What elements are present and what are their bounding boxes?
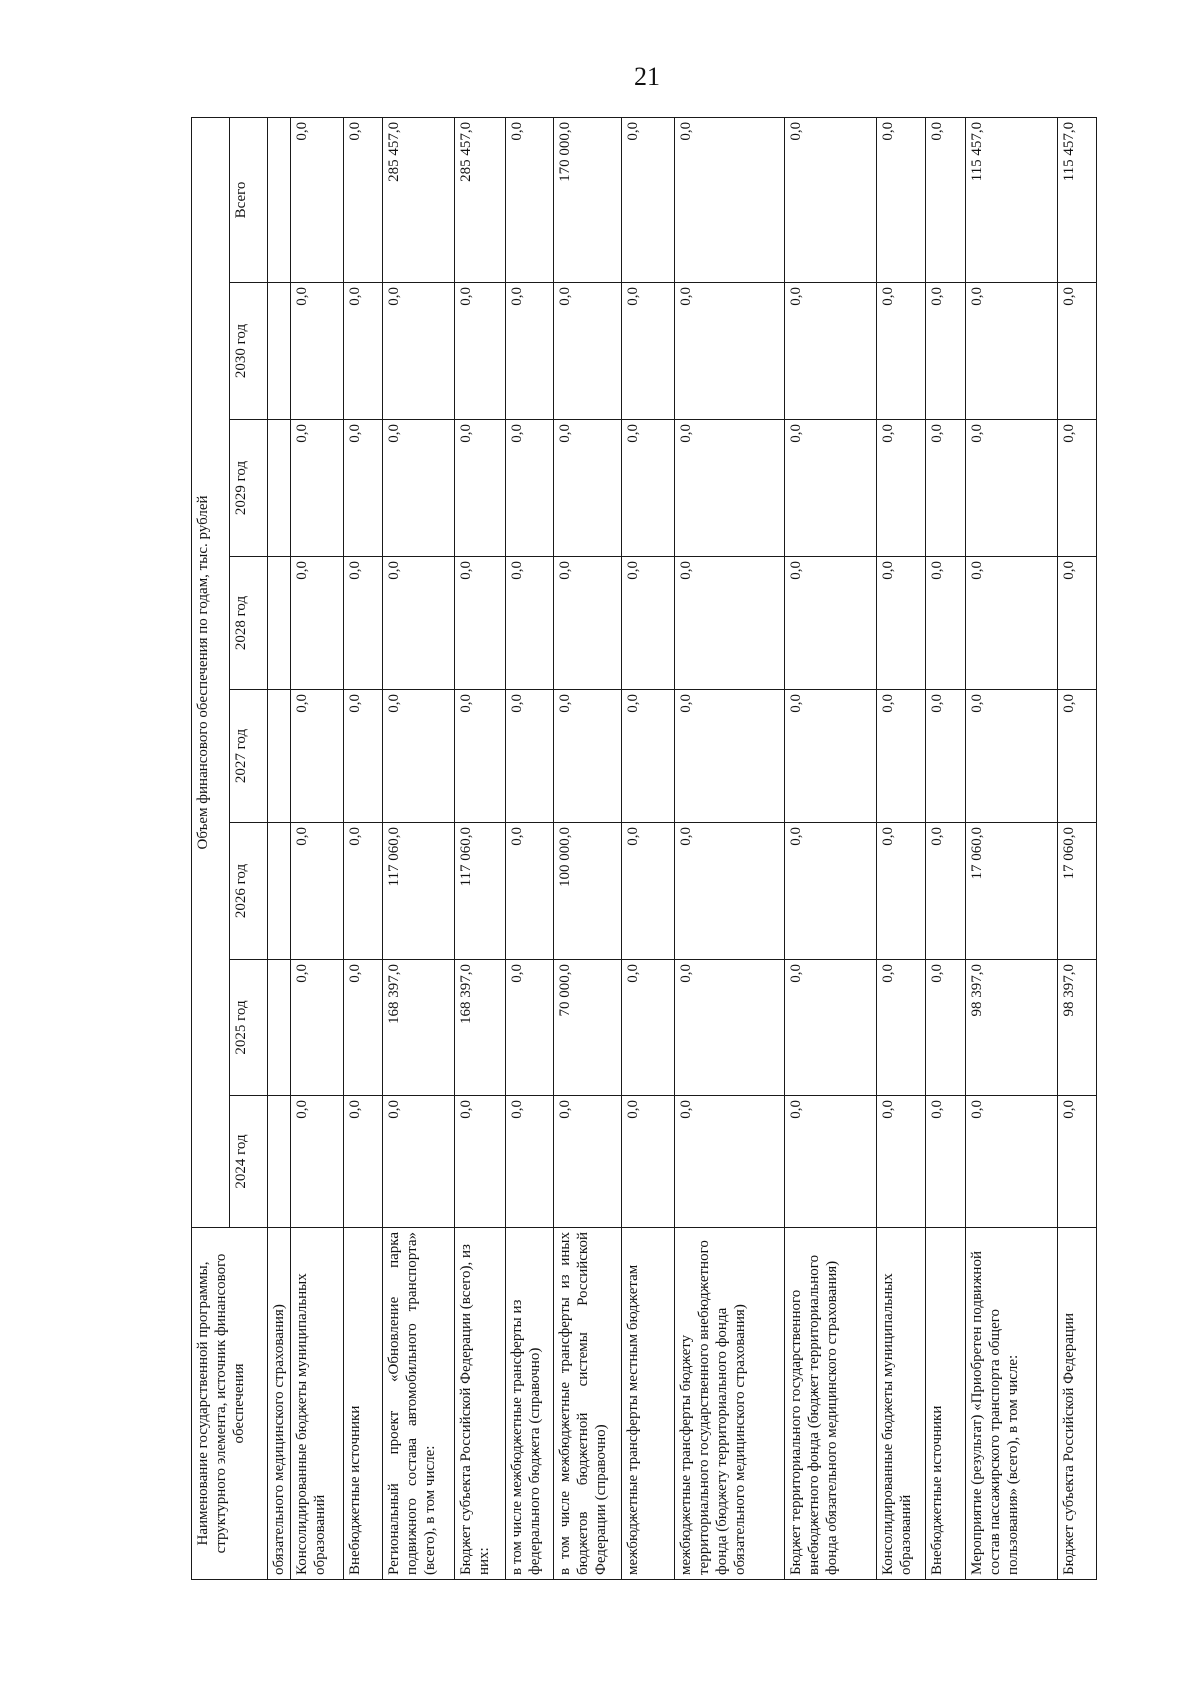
- year-header-2026: 2026 год: [230, 823, 268, 960]
- value-2028: 0,0: [621, 557, 674, 690]
- value-2026: 0,0: [621, 823, 674, 960]
- value-2024: 0,0: [876, 1096, 925, 1228]
- value-2025: 0,0: [784, 960, 876, 1096]
- value-2026: 0,0: [925, 823, 966, 960]
- value-2029: 0,0: [966, 420, 1058, 557]
- value-2027: 0,0: [554, 690, 621, 823]
- row-name: Бюджет территориального государственного внебюджетного фонда (бюджет территориального фонда обязательного медицинского страхования): [784, 1228, 876, 1580]
- value-2024: 0,0: [925, 1096, 966, 1228]
- value-2029: 0,0: [454, 420, 505, 557]
- value-2028: 0,0: [383, 557, 454, 690]
- value-total: 0,0: [674, 117, 784, 282]
- value-2030: 0,0: [1058, 283, 1097, 420]
- value-2024: 0,0: [454, 1096, 505, 1228]
- value-2025: 70 000,0: [554, 960, 621, 1096]
- value-2027: 0,0: [344, 690, 383, 823]
- table-row: [454, 117, 505, 1579]
- row-name: Бюджет субъекта Российской Федерации (всего), из них:: [454, 1228, 505, 1580]
- value-2027: 0,0: [674, 690, 784, 823]
- table-row: [621, 117, 674, 1579]
- row-name: Внебюджетные источники: [925, 1228, 966, 1580]
- row-name: в том числе межбюджетные трансферты из иных бюджетов бюджетной системы Российской Федерации (справочно): [554, 1228, 621, 1580]
- value-2024: 0,0: [621, 1096, 674, 1228]
- value-2027: 0,0: [383, 690, 454, 823]
- continuation-text: обязательного медицинского страхования): [268, 1228, 291, 1580]
- rotated-table-frame: [191, 118, 1097, 1580]
- value-2026: 117 060,0: [383, 823, 454, 960]
- value-2028: 0,0: [876, 557, 925, 690]
- table-row: [505, 117, 554, 1579]
- table-row: [925, 117, 966, 1579]
- value-2024: 0,0: [966, 1096, 1058, 1228]
- volume-header: Объем финансового обеспечения по годам, тыс. рублей: [192, 117, 230, 1227]
- value-2028: 0,0: [554, 557, 621, 690]
- value-2025: 98 397,0: [1058, 960, 1097, 1096]
- value-2030: 0,0: [784, 283, 876, 420]
- empty-cell: [268, 690, 291, 823]
- value-2028: 0,0: [966, 557, 1058, 690]
- value-2030: 0,0: [454, 283, 505, 420]
- name-column-header: Наименование государственной программы, структурного элемента, источник финансового обеспечения: [192, 1228, 268, 1580]
- value-2027: 0,0: [966, 690, 1058, 823]
- year-header-2027: 2027 год: [230, 690, 268, 823]
- value-2026: 0,0: [291, 823, 344, 960]
- value-2026: 0,0: [674, 823, 784, 960]
- row-name: межбюджетные трансферты местным бюджетам: [621, 1228, 674, 1580]
- value-2024: 0,0: [784, 1096, 876, 1228]
- value-2025: 0,0: [925, 960, 966, 1096]
- value-total: 0,0: [291, 117, 344, 282]
- value-2024: 0,0: [505, 1096, 554, 1228]
- table-row: [291, 117, 344, 1579]
- value-2026: 0,0: [344, 823, 383, 960]
- page-number: 21: [634, 62, 660, 91]
- value-2029: 0,0: [621, 420, 674, 557]
- table-row: [966, 117, 1058, 1579]
- value-total: 285 457,0: [454, 117, 505, 282]
- empty-cell: [268, 420, 291, 557]
- value-2027: 0,0: [454, 690, 505, 823]
- value-total: 0,0: [621, 117, 674, 282]
- year-header-2025: 2025 год: [230, 960, 268, 1096]
- row-name: Мероприятие (результат) «Приобретен подвижной состав пассажирского транспорта общего пользования» (всего), в том числе:: [966, 1228, 1058, 1580]
- value-2026: 0,0: [505, 823, 554, 960]
- value-2029: 0,0: [344, 420, 383, 557]
- value-2028: 0,0: [344, 557, 383, 690]
- empty-cell: [268, 960, 291, 1096]
- table-row: [784, 117, 876, 1579]
- value-2028: 0,0: [454, 557, 505, 690]
- value-2030: 0,0: [876, 283, 925, 420]
- row-name: межбюджетные трансферты бюджету территориального государственного внебюджетного фонда (бюджету территориального фонда обязательного медицинского страхования): [674, 1228, 784, 1580]
- row-name: Региональный проект «Обновление парка подвижного состава автомобильного транспорта» (всего), в том числе:: [383, 1228, 454, 1580]
- empty-cell: [268, 557, 291, 690]
- empty-cell: [268, 823, 291, 960]
- table-row: [876, 117, 925, 1579]
- value-2029: 0,0: [876, 420, 925, 557]
- value-2026: 0,0: [876, 823, 925, 960]
- row-name: Консолидированные бюджеты муниципальных образований: [876, 1228, 925, 1580]
- value-2030: 0,0: [291, 283, 344, 420]
- value-2025: 98 397,0: [966, 960, 1058, 1096]
- value-2030: 0,0: [383, 283, 454, 420]
- value-2024: 0,0: [383, 1096, 454, 1228]
- value-2025: 0,0: [674, 960, 784, 1096]
- value-2025: 168 397,0: [454, 960, 505, 1096]
- value-2029: 0,0: [784, 420, 876, 557]
- value-2024: 0,0: [1058, 1096, 1097, 1228]
- financing-table: [191, 117, 1097, 1580]
- empty-cell: [268, 1096, 291, 1228]
- value-2026: 100 000,0: [554, 823, 621, 960]
- value-2030: 0,0: [621, 283, 674, 420]
- table-row: [383, 117, 454, 1579]
- value-2028: 0,0: [925, 557, 966, 690]
- value-2027: 0,0: [784, 690, 876, 823]
- value-2024: 0,0: [554, 1096, 621, 1228]
- value-2027: 0,0: [621, 690, 674, 823]
- value-2028: 0,0: [291, 557, 344, 690]
- value-2026: 0,0: [784, 823, 876, 960]
- value-2027: 0,0: [876, 690, 925, 823]
- value-2027: 0,0: [925, 690, 966, 823]
- value-total: 0,0: [925, 117, 966, 282]
- value-2029: 0,0: [1058, 420, 1097, 557]
- value-2029: 0,0: [925, 420, 966, 557]
- value-total: 115 457,0: [1058, 117, 1097, 282]
- value-2025: 168 397,0: [383, 960, 454, 1096]
- empty-cell: [268, 283, 291, 420]
- value-total: 0,0: [505, 117, 554, 282]
- table-row: [554, 117, 621, 1579]
- value-2030: 0,0: [554, 283, 621, 420]
- value-2030: 0,0: [674, 283, 784, 420]
- value-2029: 0,0: [383, 420, 454, 557]
- value-2028: 0,0: [674, 557, 784, 690]
- value-2025: 0,0: [505, 960, 554, 1096]
- landscape-sheet: [191, 118, 1097, 1580]
- value-total: 0,0: [784, 117, 876, 282]
- table-row: [344, 117, 383, 1579]
- value-total: 115 457,0: [966, 117, 1058, 282]
- value-2027: 0,0: [1058, 690, 1097, 823]
- year-header-2029: 2029 год: [230, 420, 268, 557]
- header-row-1: [192, 117, 230, 1579]
- value-2030: 0,0: [925, 283, 966, 420]
- value-2028: 0,0: [505, 557, 554, 690]
- value-2025: 0,0: [876, 960, 925, 1096]
- value-total: 0,0: [876, 117, 925, 282]
- value-2029: 0,0: [674, 420, 784, 557]
- value-2026: 17 060,0: [1058, 823, 1097, 960]
- year-header-2028: 2028 год: [230, 557, 268, 690]
- value-2030: 0,0: [966, 283, 1058, 420]
- value-2025: 0,0: [291, 960, 344, 1096]
- value-2026: 17 060,0: [966, 823, 1058, 960]
- value-2024: 0,0: [674, 1096, 784, 1228]
- continuation-row: [268, 117, 291, 1579]
- total-header: Всего: [230, 117, 268, 282]
- value-2029: 0,0: [291, 420, 344, 557]
- row-name: в том числе межбюджетные трансферты из федерального бюджета (справочно): [505, 1228, 554, 1580]
- table-row: [674, 117, 784, 1579]
- table-row: [1058, 117, 1097, 1579]
- value-2028: 0,0: [784, 557, 876, 690]
- value-2024: 0,0: [291, 1096, 344, 1228]
- value-2028: 0,0: [1058, 557, 1097, 690]
- value-total: 285 457,0: [383, 117, 454, 282]
- row-name: Консолидированные бюджеты муниципальных образований: [291, 1228, 344, 1580]
- value-2024: 0,0: [344, 1096, 383, 1228]
- value-2027: 0,0: [291, 690, 344, 823]
- value-2025: 0,0: [621, 960, 674, 1096]
- value-total: 0,0: [344, 117, 383, 282]
- year-header-2030: 2030 год: [230, 283, 268, 420]
- value-2029: 0,0: [554, 420, 621, 557]
- row-name: Внебюджетные источники: [344, 1228, 383, 1580]
- value-2026: 117 060,0: [454, 823, 505, 960]
- value-2029: 0,0: [505, 420, 554, 557]
- value-2025: 0,0: [344, 960, 383, 1096]
- value-total: 170 000,0: [554, 117, 621, 282]
- value-2030: 0,0: [344, 283, 383, 420]
- year-header-2024: 2024 год: [230, 1096, 268, 1228]
- empty-cell: [268, 117, 291, 282]
- row-name: Бюджет субъекта Российской Федерации: [1058, 1228, 1097, 1580]
- value-2030: 0,0: [505, 283, 554, 420]
- value-2027: 0,0: [505, 690, 554, 823]
